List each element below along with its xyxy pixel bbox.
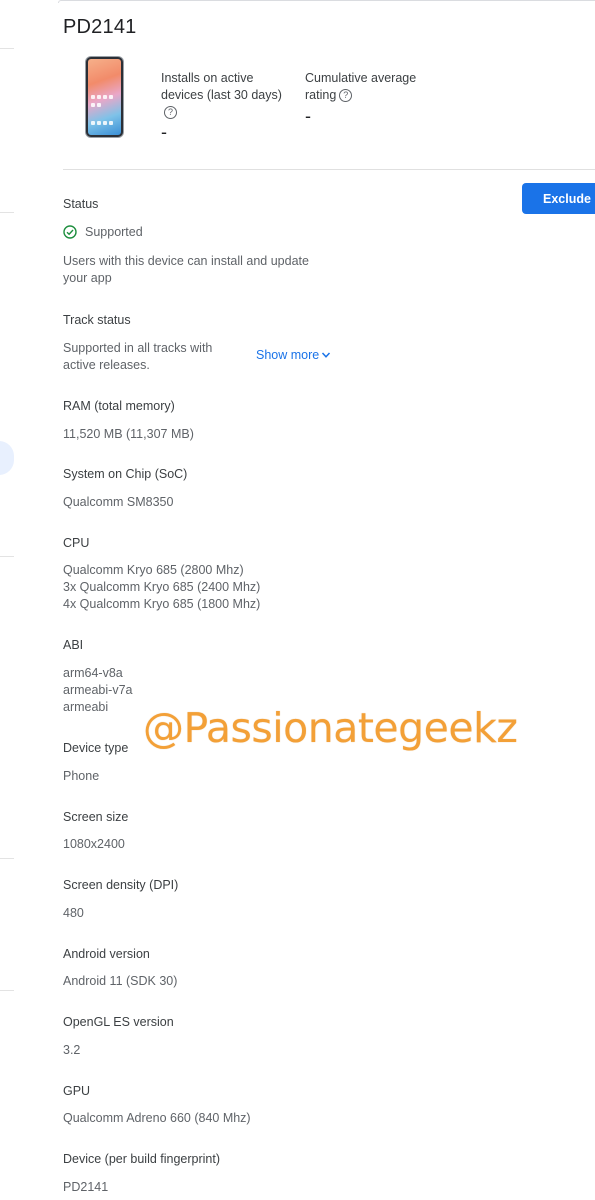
watermark-text: @Passionategeekz xyxy=(143,704,518,752)
opengl-label: OpenGL ES version xyxy=(63,1015,174,1029)
abi-value-2: armeabi-v7a xyxy=(63,683,133,697)
soc-value: Qualcomm SM8350 xyxy=(63,495,174,509)
abi-label: ABI xyxy=(63,638,84,652)
show-more-link[interactable] xyxy=(256,348,331,362)
card-top-border xyxy=(58,0,595,3)
rating-value: - xyxy=(305,106,311,126)
ram-label: RAM (total memory) xyxy=(63,399,175,413)
status-label: Status xyxy=(63,197,99,211)
device-type-value: Phone xyxy=(63,769,100,783)
section-divider xyxy=(63,169,595,170)
rating-stat xyxy=(305,70,435,104)
screen-size-label: Screen size xyxy=(63,810,129,824)
cpu-value-1: Qualcomm Kryo 685 (2800 Mhz) xyxy=(63,563,244,577)
android-version-label: Android version xyxy=(63,947,150,961)
check-circle-icon xyxy=(63,225,77,239)
help-icon[interactable]: ? xyxy=(164,106,177,119)
track-status-label: Track status xyxy=(63,313,131,327)
abi-value-1: arm64-v8a xyxy=(63,666,123,680)
android-version-value: Android 11 (SDK 30) xyxy=(63,974,178,988)
gpu-label: GPU xyxy=(63,1084,91,1098)
left-nav-divider xyxy=(0,990,14,991)
left-nav-divider xyxy=(0,48,14,49)
cpu-label: CPU xyxy=(63,536,90,550)
fingerprint-label: Device (per build fingerprint) xyxy=(63,1152,221,1166)
opengl-value: 3.2 xyxy=(63,1043,81,1057)
cpu-value-3: 4x Qualcomm Kryo 685 (1800 Mhz) xyxy=(63,597,261,611)
device-type-label: Device type xyxy=(63,741,129,755)
screen-density-value: 480 xyxy=(63,906,84,920)
ram-value: 11,520 MB (11,307 MB) xyxy=(63,427,194,441)
abi-value-3: armeabi xyxy=(63,700,109,714)
status-value: Supported xyxy=(85,225,143,239)
rating-label: Cumulative average rating xyxy=(305,71,417,102)
left-nav-active-indicator[interactable] xyxy=(0,441,14,475)
soc-label: System on Chip (SoC) xyxy=(63,467,188,481)
left-nav-divider xyxy=(0,556,14,557)
help-icon[interactable]: ? xyxy=(339,89,352,102)
track-status-value: Supported in all tracks with active releases. xyxy=(63,341,213,372)
device-title: PD2141 xyxy=(63,16,137,38)
installs-value: - xyxy=(161,122,167,142)
show-more-label: Show more xyxy=(256,348,320,362)
screen-size-value: 1080x2400 xyxy=(63,837,125,851)
cpu-value-2: 3x Qualcomm Kryo 685 (2400 Mhz) xyxy=(63,580,261,594)
fingerprint-value: PD2141 xyxy=(63,1180,109,1194)
status-badge xyxy=(63,223,143,241)
left-nav-divider xyxy=(0,212,14,213)
installs-stat xyxy=(161,70,291,121)
installs-label: Installs on active devices (last 30 days) xyxy=(161,71,282,102)
screen-density-label: Screen density (DPI) xyxy=(63,878,179,892)
phone-image xyxy=(86,57,123,137)
chevron-down-icon xyxy=(321,350,331,360)
status-description: Users with this device can install and update your app xyxy=(63,254,309,285)
left-nav-divider xyxy=(0,858,14,859)
exclude-button[interactable]: Exclude xyxy=(522,183,595,214)
gpu-value: Qualcomm Adreno 660 (840 Mhz) xyxy=(63,1111,251,1125)
